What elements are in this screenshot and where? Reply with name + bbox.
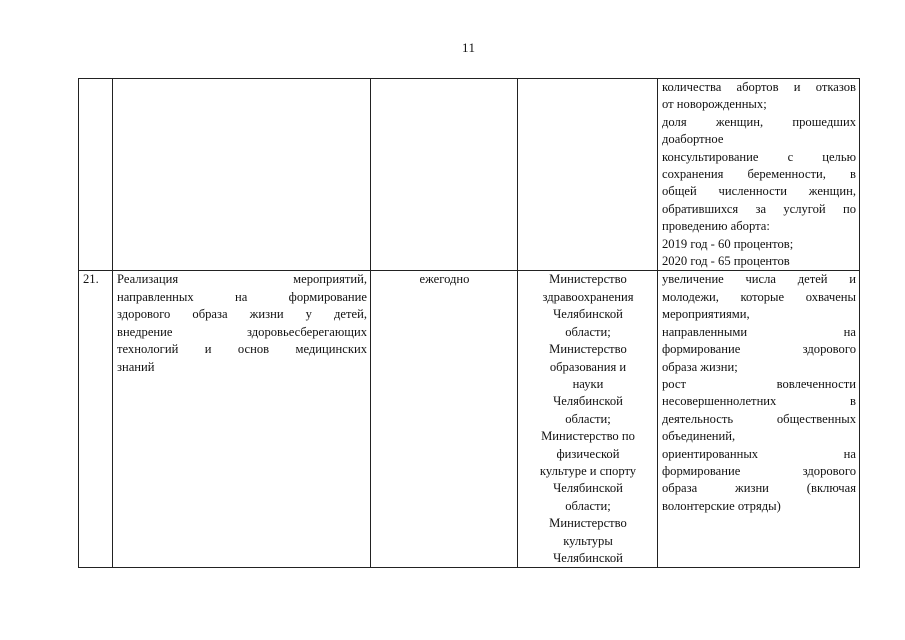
indicator-line: деятельность общественных <box>662 411 856 426</box>
measures-table <box>78 78 860 568</box>
indicator-line: ориентированных на <box>662 446 856 461</box>
indicator-line: формирование здорового <box>662 463 856 478</box>
term-cell: ежегодно <box>371 271 518 568</box>
table-row <box>79 79 860 271</box>
measure-line: знаний <box>117 359 155 374</box>
executor-line: области; <box>565 498 611 513</box>
measure-line: здорового образа жизни у детей, <box>117 307 367 322</box>
term-cell <box>371 79 518 271</box>
executor-line: физической <box>556 446 620 461</box>
indicator-line: образа жизни (включая <box>662 481 856 496</box>
indicator-line: от новорожденных; <box>662 97 767 112</box>
executor-line: Министерство <box>549 342 627 357</box>
executor-cell <box>518 79 658 271</box>
indicator-line: общей численности женщин, <box>662 184 856 199</box>
measure-line: направленных на формирование <box>117 289 367 304</box>
indicator-line: формирование здорового <box>662 342 856 357</box>
row-number-cell <box>79 79 113 271</box>
measure-line: технологий и основ медицинских <box>117 342 367 357</box>
indicator-line: мероприятиями, <box>662 307 750 322</box>
indicator-line: молодежи, которые охвачены <box>662 289 856 304</box>
executor-line: науки <box>572 376 604 391</box>
indicators-cell <box>658 79 860 271</box>
executor-line: Министерство по <box>541 429 635 444</box>
executor-line: Челябинской <box>553 481 623 496</box>
measure-line: внедрение здоровьесберегающих <box>117 324 367 339</box>
indicator-line: консультирование с целью <box>662 149 856 164</box>
page-number: 11 <box>462 40 476 55</box>
executor-line: Министерство <box>549 516 627 531</box>
indicator-line: 2020 год - 65 процентов <box>662 254 790 269</box>
indicator-line: несовершеннолетних в <box>662 394 856 409</box>
indicator-line: волонтерские отряды) <box>662 498 781 513</box>
measure-line: Реализация мероприятий, <box>117 272 367 287</box>
indicator-line: доля женщин, прошедших <box>662 114 856 129</box>
executor-line: образования и <box>549 359 627 374</box>
row-number-cell: 21. <box>79 271 113 568</box>
indicator-line: увеличение числа детей и <box>662 272 856 287</box>
indicator-line: доабортное <box>662 132 724 147</box>
indicator-line: 2019 год - 60 процентов; <box>662 236 794 251</box>
indicator-line: объединений, <box>662 429 736 444</box>
indicators-cell <box>658 271 860 568</box>
measure-cell <box>113 271 371 568</box>
executor-line: Челябинской <box>553 307 623 322</box>
executor-line: Челябинской <box>553 394 623 409</box>
executor-line: Челябинской <box>553 550 623 565</box>
executor-line: Министерство <box>549 272 627 287</box>
executor-line: области; <box>565 411 611 426</box>
indicator-line: рост вовлеченности <box>662 376 856 391</box>
indicator-line: проведению аборта: <box>662 219 770 234</box>
executor-line: области; <box>565 324 611 339</box>
executor-line: здравоохранения <box>542 289 634 304</box>
executor-line: культуре и спорту <box>539 463 637 478</box>
indicator-line: сохранения беременности, в <box>662 167 856 182</box>
executor-cell <box>518 271 658 568</box>
indicator-line: обратившихся за услугой по <box>662 201 856 216</box>
measure-cell <box>113 79 371 271</box>
indicator-line: направленными на <box>662 324 856 339</box>
executor-line: культуры <box>563 533 613 548</box>
indicator-line: образа жизни; <box>662 359 738 374</box>
table-row <box>79 271 860 568</box>
indicator-line: количества абортов и отказов <box>662 80 856 94</box>
